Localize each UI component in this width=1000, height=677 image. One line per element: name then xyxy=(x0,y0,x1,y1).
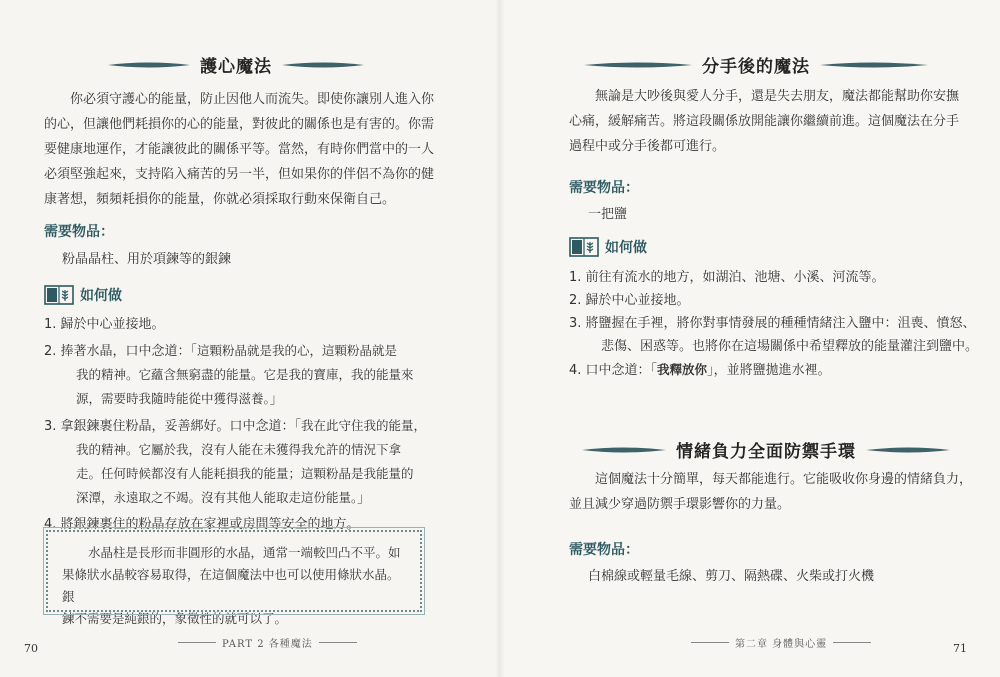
right-intro2-paragraph xyxy=(569,467,979,517)
left-title-row xyxy=(108,52,364,77)
footer-rule xyxy=(833,642,871,643)
step-item: 1. 前往有流水的地方，如湖泊、池塘、小溪、河流等。 xyxy=(569,270,885,285)
text-line: 過程中或分手後都可進行。 xyxy=(569,139,726,154)
right-intro-paragraph xyxy=(569,84,969,159)
left-steps-list xyxy=(44,313,444,536)
right-page xyxy=(500,0,1000,677)
footer-rule xyxy=(691,642,729,643)
note-line: 鍊不需要是純銀的，象徵性的就可以了。 xyxy=(62,611,288,626)
note-line: 果條狀水晶較容易取得，在這個魔法中也可以使用條狀水晶。銀 xyxy=(62,567,400,604)
left-intro-paragraph xyxy=(44,87,444,212)
swash-ornament-right xyxy=(820,59,928,71)
step-item: 1. 歸於中心並接地。 xyxy=(44,317,165,332)
swash-ornament-left xyxy=(108,59,190,71)
right-need-heading: 需要物品： xyxy=(569,180,639,196)
text-line: 這個魔法十分簡單，每天都能進行。它能吸收你身邊的情緒負力， xyxy=(595,472,973,487)
step-item xyxy=(44,339,444,411)
right-items: 一把鹽 xyxy=(588,207,628,222)
step-text: 」 xyxy=(269,392,283,407)
left-need-heading: 需要物品： xyxy=(44,224,114,240)
right-howto-heading xyxy=(569,236,647,258)
left-running-footer xyxy=(172,635,363,650)
step-quote: 我的精神。它屬於我，沒有人能在未獲得我允許的情況下拿 xyxy=(76,442,402,457)
right-page-title: 分手後的魔法 xyxy=(702,57,810,77)
footer-rule xyxy=(178,642,216,643)
text-line: 你必須守護心的能量，防止因他人而流失。即使你讓別人進入你 xyxy=(70,92,435,107)
text-line: 的心，但讓他們耗損你的心的能量，對彼此的關係也是有害的。你需 xyxy=(44,117,435,132)
right-running-footer xyxy=(685,635,877,650)
step-text: 悲傷、困惑等。也將你在這場關係中希望釋放的能量灌注到鹽中。 xyxy=(601,339,979,354)
right-page-number: 71 xyxy=(953,642,967,655)
step-text: 」 xyxy=(357,491,371,506)
note-line: 水晶柱是長形而非圓形的水晶，通常一端較凹凸不平。如 xyxy=(88,545,401,560)
text-line: 並且減少穿過防禦手環影響你的力量。 xyxy=(569,497,791,512)
right-howto-label: 如何做 xyxy=(605,240,647,256)
text-line: 康著想，頻頻耗損你的能量，你就必須採取行動來保衛自己。 xyxy=(44,192,396,207)
right-title2-row xyxy=(582,437,950,462)
left-howto-heading xyxy=(44,284,122,306)
right-footer-text: 第二章 身體與心靈 xyxy=(735,639,828,650)
note-box xyxy=(46,530,422,626)
book-leaf-icon xyxy=(569,236,599,258)
swash-ornament-left xyxy=(584,59,692,71)
step-text: 3. 拿銀鍊裹住粉晶，妥善綁好。口中念道：「 xyxy=(44,419,302,434)
swash-ornament-right xyxy=(282,59,364,71)
step-quote: 我在此守住我的能量， xyxy=(301,418,427,433)
step-quote: 源，需要時我隨時能從中獲得滋養。 xyxy=(76,391,270,406)
left-page-title: 護心魔法 xyxy=(200,57,272,77)
swash-ornament-right xyxy=(866,444,950,456)
step-quote: 走。任何時候都沒有人能耗損我的能量；這顆粉晶是我能量的 xyxy=(76,466,414,481)
left-items: 粉晶晶柱、用於項鍊等的銀鍊 xyxy=(62,252,232,267)
swash-ornament-left xyxy=(582,444,666,456)
step-item xyxy=(569,358,979,382)
step-item: 2. 歸於中心並接地。 xyxy=(569,293,690,308)
step-quote: 我的精神。它蘊含無窮盡的能量。它是我的寶庫，我的能量來 xyxy=(76,367,414,382)
step-text: 3. 將鹽握在手裡，將你對事情發展的種種情緒注入鹽中：沮喪、憤怒、 xyxy=(569,316,976,331)
step-text: 2. 捧著水晶，口中念道：「 xyxy=(44,344,198,359)
step-item xyxy=(44,414,444,510)
right-need-heading-2: 需要物品： xyxy=(569,542,639,558)
text-line: 無論是大吵後與愛人分手，還是失去朋友，魔法都能幫助你安撫 xyxy=(595,89,960,104)
text-line: 必須堅強起來，支持陷入痛苦的另一半，但如果你的伴侶不為你的健 xyxy=(44,167,435,182)
footer-rule xyxy=(319,642,357,643)
left-footer-text: PART 2 各種魔法 xyxy=(222,639,313,650)
right-items-2: 白棉線或輕量毛線、剪刀、隔熱碟、火柴或打火機 xyxy=(588,569,875,584)
step-quote: 我釋放你 xyxy=(657,362,708,377)
left-howto-label: 如何做 xyxy=(80,288,122,304)
step-quote: 這顆粉晶就是我的心，這顆粉晶就是 xyxy=(197,343,398,358)
step-quote: 深潭，永遠取之不竭。沒有其他人能取走這份能量。 xyxy=(76,490,358,505)
step-item: 4. 將銀鍊裹住的粉晶存放在家裡或房間等安全的地方。 xyxy=(44,517,360,532)
right-section-title: 情緒負力全面防禦手環 xyxy=(676,442,856,462)
book-leaf-icon xyxy=(44,284,74,306)
left-page-number: 70 xyxy=(24,642,38,655)
book-gutter xyxy=(495,0,505,677)
text-line: 心痛，緩解痛苦。將這段關係放開能讓你繼續前進。這個魔法在分手 xyxy=(569,114,960,129)
right-steps-list xyxy=(569,266,979,382)
step-item xyxy=(569,312,979,358)
step-text: 」，並將鹽拋進水裡。 xyxy=(707,363,831,378)
step-text: 4. 口中念道：「 xyxy=(569,363,658,378)
text-line: 要健康地運作，才能讓彼此的關係平等。當然，有時你們當中的一人 xyxy=(44,142,435,157)
right-title-row xyxy=(584,52,928,77)
